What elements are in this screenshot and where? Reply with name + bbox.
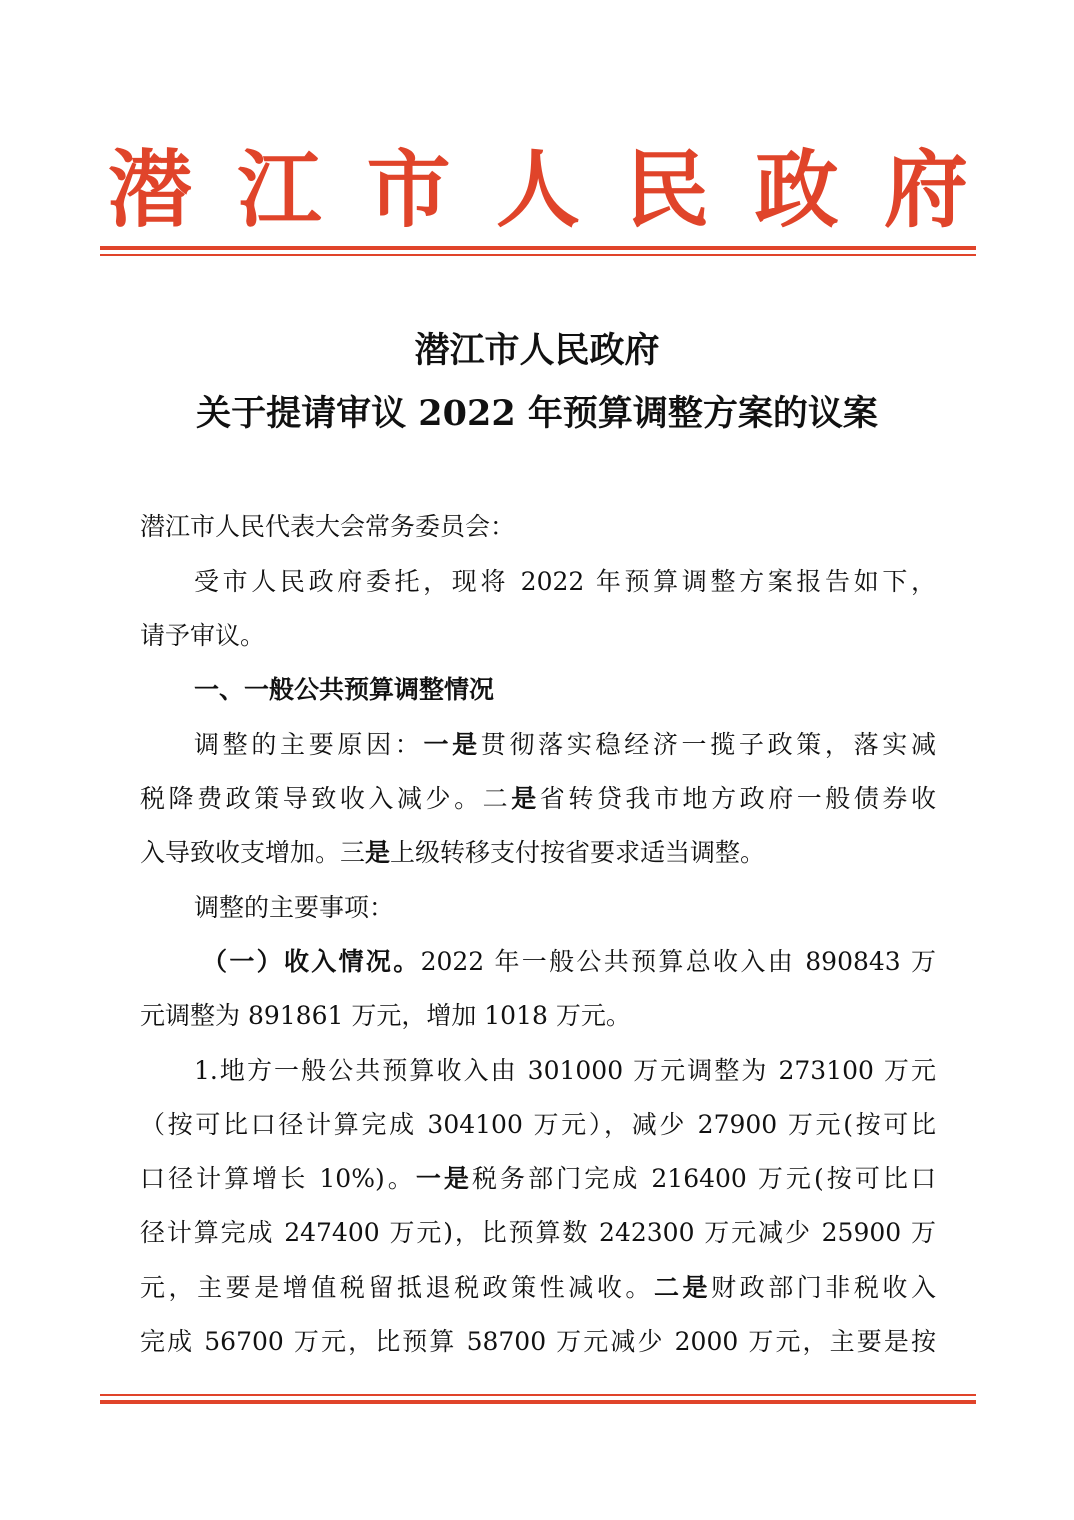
item1-line5-a: 元，主要是增值税留抵退税政策性减收。 — [140, 1273, 654, 1302]
reasons-prefix: 调整的主要原因： — [194, 730, 424, 759]
income-heading: （一）收入情况。 — [202, 947, 421, 976]
footer-divider-thin-line — [100, 1394, 976, 1396]
item1-two-mark: 二是 — [653, 1273, 712, 1302]
reasons-one-mark: 一是 — [423, 730, 481, 759]
reasons-line-1 — [140, 718, 936, 772]
income-text-1: 2022 年一般公共预算总收入由 890843 万 — [420, 947, 936, 976]
reasons-line2-b: 省转贷我市地方政府一般债券收 — [539, 784, 936, 813]
item1-line-3 — [140, 1152, 936, 1206]
item1-line5-b: 财政部门非税收入 — [711, 1273, 936, 1302]
matters-heading: 调整的主要事项： — [194, 893, 395, 922]
reasons-line2-a: 税降费政策导致收入减少。二 — [140, 784, 512, 813]
reasons-two-mark: 是 — [511, 784, 540, 813]
masthead-char: 江 — [237, 140, 322, 239]
reasons-line-2 — [140, 772, 936, 826]
section-heading-general-budget: 一、一般公共预算调整情况 — [194, 675, 495, 704]
header-divider-thin-line — [100, 254, 976, 256]
header-divider — [100, 246, 976, 256]
salutation: 潜江市人民代表大会常务委员会： — [140, 512, 516, 541]
masthead-char: 民 — [625, 140, 710, 239]
red-header-masthead — [100, 135, 976, 245]
reasons-line3-a: 入导致收支增加。三 — [140, 838, 366, 867]
footer-divider — [100, 1394, 976, 1404]
footer-divider-thick-line — [100, 1400, 976, 1404]
masthead-char: 潜 — [107, 140, 192, 239]
income-line-1 — [140, 935, 936, 989]
income-line-2: 元调整为 891861 万元，增加 1018 万元。 — [140, 1001, 631, 1030]
document-title-line-2: 关于提请审议 2022 年预算调整方案的议案 — [196, 393, 878, 434]
item1-line-1: 1.地方一般公共预算收入由 301000 万元调整为 273100 万元 — [194, 1056, 936, 1085]
header-divider-thick-line — [100, 246, 976, 250]
item1-line-4: 径计算完成 247400 万元)，比预算数 242300 万元减少 25900 万 — [140, 1218, 936, 1247]
item1-line-2: （按可比口径计算完成 304100 万元），减少 27900 万元(按可比 — [140, 1110, 936, 1139]
masthead-char: 府 — [883, 140, 968, 239]
masthead-char: 人 — [495, 140, 580, 239]
masthead-char: 政 — [754, 140, 839, 239]
reasons-three-mark: 是 — [365, 838, 391, 867]
intro-line-1: 受市人民政府委托，现将 2022 年预算调整方案报告如下， — [194, 567, 936, 596]
masthead-char: 市 — [366, 140, 451, 239]
document-title-line-1: 潜江市人民政府 — [414, 330, 660, 371]
reasons-one-text: 贯彻落实稳经济一揽子政策，落实减 — [480, 730, 936, 759]
item1-one-mark: 一是 — [415, 1164, 472, 1193]
reasons-line3-b: 上级转移支付按省要求适当调整。 — [390, 838, 766, 867]
item1-line-5 — [140, 1261, 936, 1315]
item1-line3-b: 税务部门完成 216400 万元(按可比口 — [472, 1164, 936, 1193]
item1-line-6: 完成 56700 万元，比预算 58700 万元减少 2000 万元，主要是按 — [140, 1327, 936, 1356]
reasons-line-3 — [140, 826, 936, 880]
item1-line3-a: 口径计算增长 10%)。 — [140, 1164, 416, 1193]
intro-line-2: 请予审议。 — [140, 621, 266, 650]
